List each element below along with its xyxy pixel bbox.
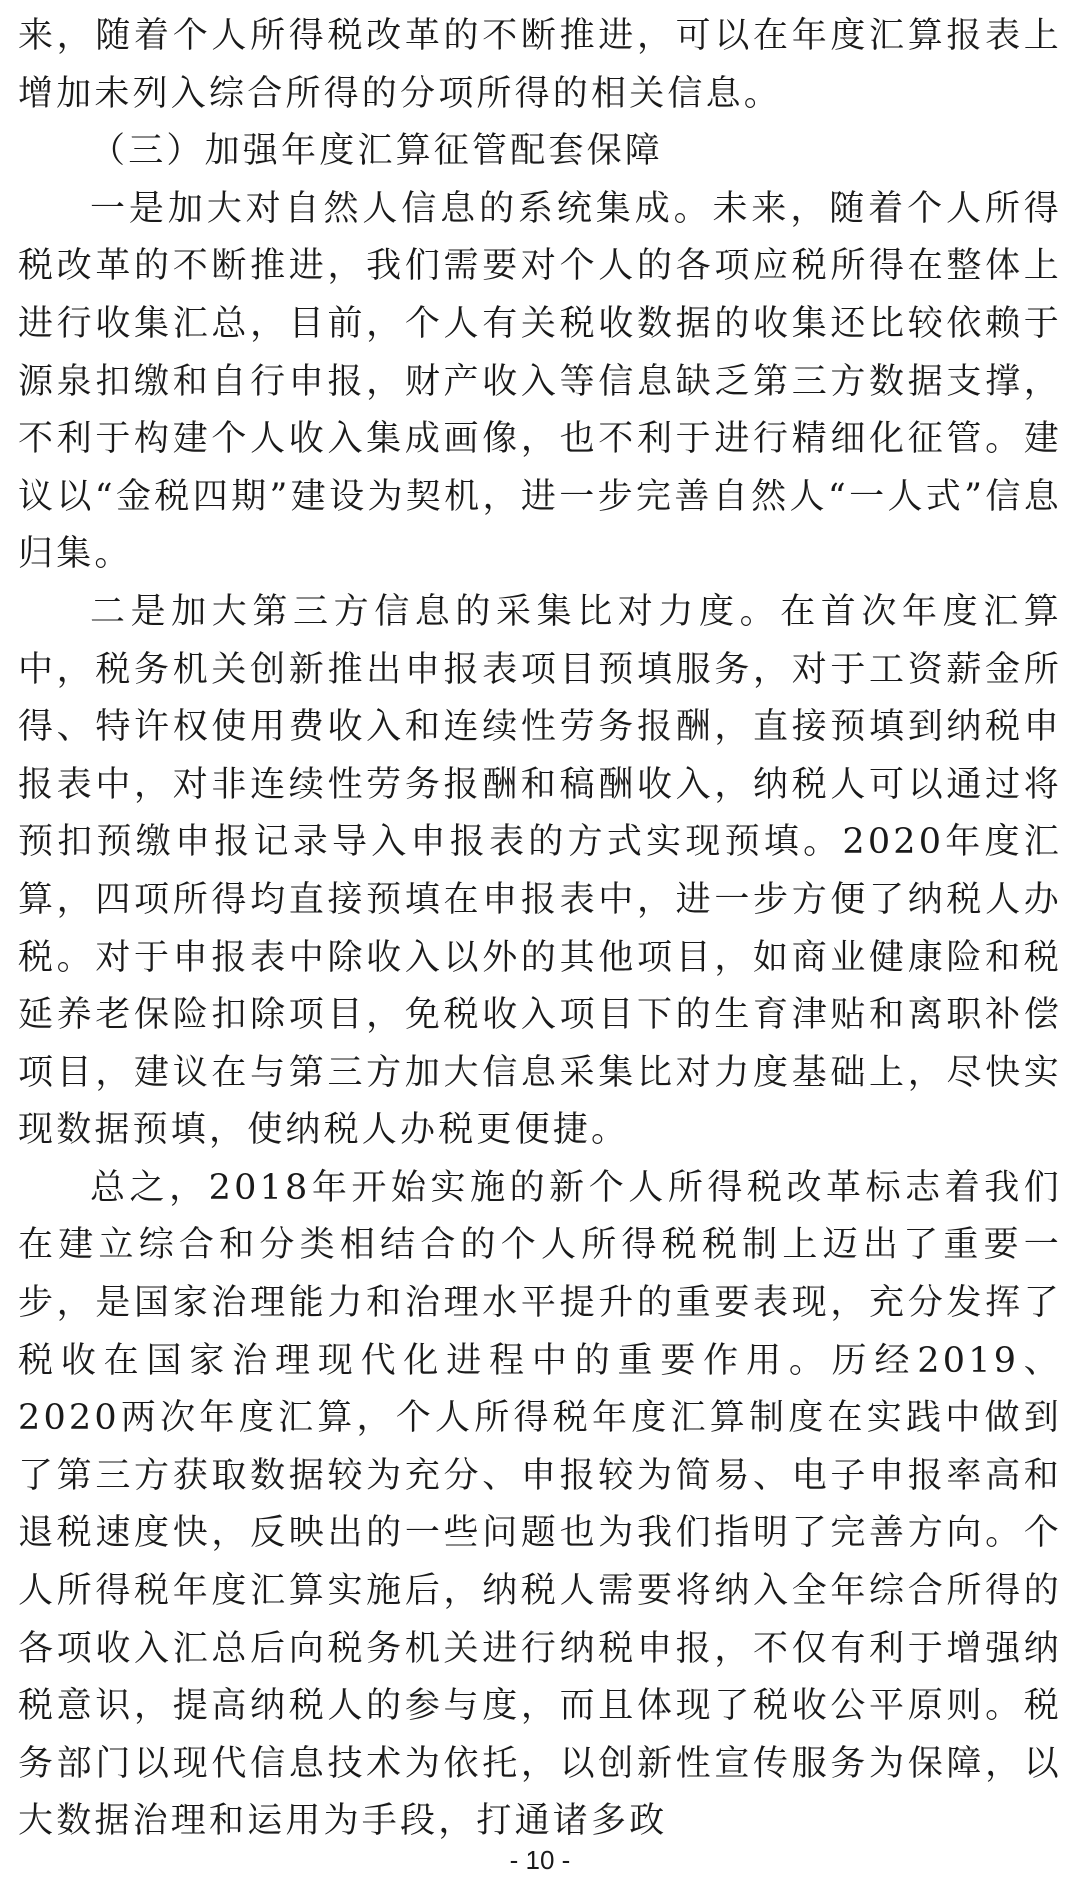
paragraph-third-party-info: 二是加大第三方信息的采集比对力度。在首次年度汇算中，税务机关创新推出申报表项目预填服务，对于工资薪金所得、特许权使用费收入和连续性劳务报酬，直接预填到纳税申报表中，对非连续性劳务报酬和稿酬收入，纳税人可以通过将预扣预缴申报记录导入申报表的方式实现预填。2020年度汇算，四项所得均直接预填在申报表中，进一步方便了纳税人办税。对于申报表中除收入以外的其他项目，如商业健康险和税延养老保险扣除项目，免税收入项目下的生育津贴和离职补偿项目，建议在与第三方加大信息采集比对力度基础上，尽快实现数据预填，使纳税人办税更便捷。 [18,591,1062,1151]
document-body [18,8,1062,1851]
paragraph-continuation: 来，随着个人所得税改革的不断推进，可以在年度汇算报表上增加未列入综合所得的分项所得的相关信息。 [18,16,1062,114]
paragraph-system-integration: 一是加大对自然人信息的系统集成。未来，随着个人所得税改革的不断推进，我们需要对个人的各项应税所得在整体上进行收集汇总，目前，个人有关税收数据的收集还比较依赖于源泉扣缴和自行申报，财产收入等信息缺乏第三方数据支撑，不利于构建个人收入集成画像，也不利于进行精细化征管。建议以“金税四期”建设为契机，进一步完善自然人“一人式”信息归集。 [18,188,1062,575]
paragraph-summary: 总之，2018年开始实施的新个人所得税改革标志着我们在建立综合和分类相结合的个人所得税税制上迈出了重要一步，是国家治理能力和治理水平提升的重要表现，充分发挥了税收在国家治理现代化进程中的重要作用。历经2019、2020两次年度汇算，个人所得税年度汇算制度在实践中做到了第三方获取数据较为充分、申报较为简易、电子申报率高和退税速度快，反映出的一些问题也为我们指明了完善方向。个人所得税年度汇算实施后，纳税人需要将纳入全年综合所得的各项收入汇总后向税务机关进行纳税申报，不仅有利于增强纳税意识，提高纳税人的参与度，而且体现了税收公平原则。税务部门以现代信息技术为依托，以创新性宣传服务为保障，以大数据治理和运用为手段，打通诸多政 [18,1167,1062,1842]
page-number: - 10 - [509,1845,571,1875]
section-heading: （三）加强年度汇算征管配套保障 [90,131,664,172]
